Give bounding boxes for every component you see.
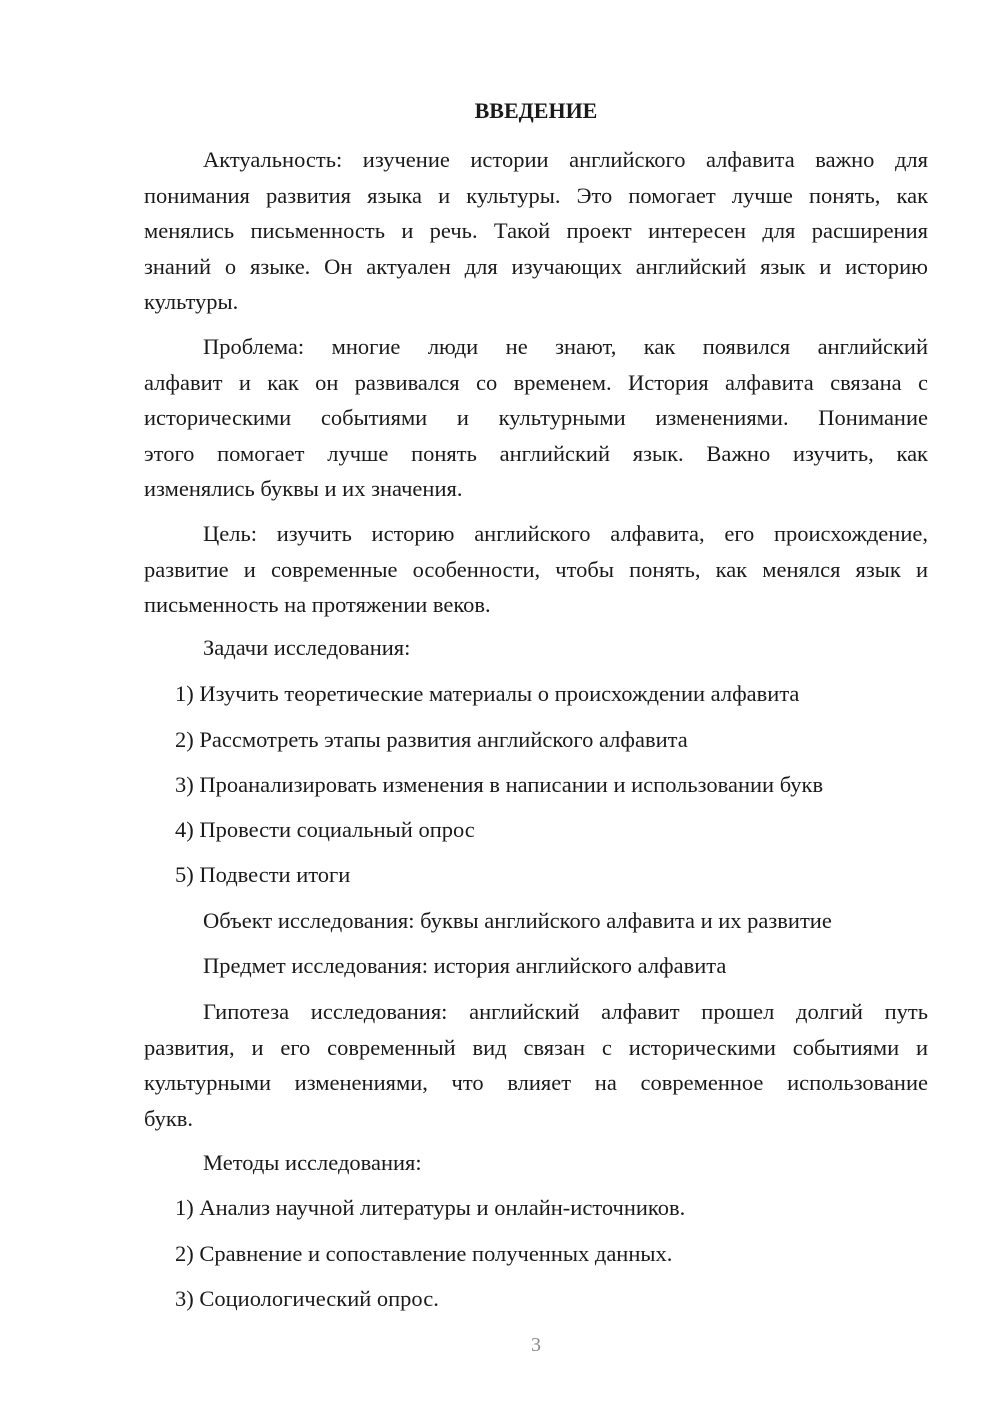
section-title: ВВЕДЕНИЕ	[474, 98, 598, 123]
text-line: букв.	[144, 1105, 194, 1131]
text-line: менялись письменность и речь. Такой проект интересен для расширения	[144, 218, 928, 243]
text-line: Актуальность: изучение истории английского алфавита важно для	[203, 147, 928, 172]
method-item: 1) Анализ научной литературы и онлайн-источников.	[175, 1195, 686, 1220]
task-item: 4) Провести социальный опрос	[175, 817, 475, 842]
problem-paragraph	[144, 329, 928, 507]
text-line: развития, и его современный вид связан с историческими событиями и	[144, 1034, 928, 1060]
text-line: письменность на протяжении веков.	[144, 592, 491, 617]
method-item: 3) Социологический опрос.	[175, 1286, 439, 1311]
hypothesis-paragraph	[144, 994, 928, 1136]
task-item: 5) Подвести итоги	[175, 862, 351, 887]
relevance-paragraph	[144, 142, 928, 320]
task-item: 1) Изучить теоретические материалы о происхождении алфавита	[175, 681, 800, 706]
research-subject: Предмет исследования: история английского алфавита	[203, 953, 727, 978]
text-line: Проблема: многие люди не знают, как появился английский	[203, 334, 928, 359]
text-line: алфавит и как он развивался со временем. История алфавита связана с	[144, 369, 928, 395]
research-object: Объект исследования: буквы английского алфавита и их развитие	[203, 908, 832, 933]
text-line: культурными изменениями, что влияет на современное использование	[144, 1070, 928, 1095]
text-line: понимания развития языка и культуры. Это помогает лучше понять, как	[144, 182, 928, 208]
text-line: развитие и современные особенности, чтобы понять, как менялся язык и	[144, 556, 928, 582]
text-line: знаний о языке. Он актуален для изучающих английский язык и историю	[144, 253, 928, 279]
task-item: 2) Рассмотреть этапы развития английского алфавита	[175, 727, 688, 752]
text-line: Гипотеза исследования: английский алфавит прошел долгий путь	[203, 999, 928, 1024]
tasks-heading: Задачи исследования:	[203, 635, 411, 660]
methods-heading: Методы исследования:	[203, 1150, 422, 1175]
text-line: культуры.	[144, 289, 239, 314]
text-line: историческими событиями и культурными изменениями. Понимание	[144, 405, 928, 430]
text-line: изменялись буквы и их значения.	[144, 476, 463, 501]
text-line: этого помогает лучше понять английский язык. Важно изучить, как	[144, 440, 928, 466]
page-number: 3	[531, 1334, 541, 1356]
text-line: Цель: изучить историю английского алфавита, его происхождение,	[203, 521, 928, 546]
task-item: 3) Проанализировать изменения в написании и использовании букв	[175, 772, 824, 797]
method-item: 2) Сравнение и сопоставление полученных данных.	[175, 1241, 673, 1266]
goal-paragraph	[144, 516, 928, 623]
